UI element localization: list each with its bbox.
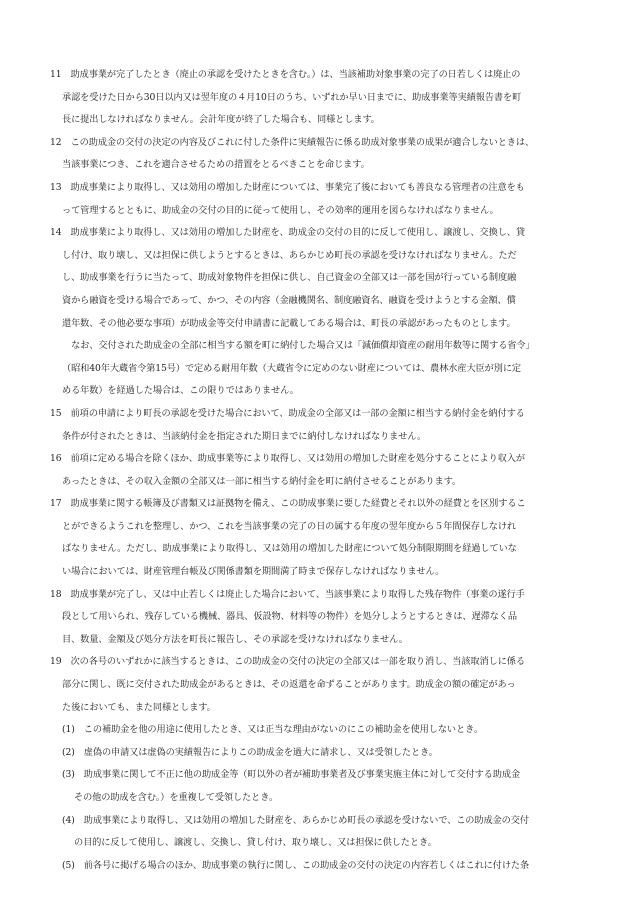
clause-14-note-line-1: なお、交付された助成金の全部に相当する額を町に納付した場合又は「減価償却資産の耐用年数等に関する省令」 [62,340,535,352]
item-3-line-1: (3) 助成事業に関して不正に他の助成金等（町以外の者が補助事業者及び事業実施主体に対して交付する助成金 [62,769,520,781]
clause-19-line-2: 部分に関し、既に交付された助成金があるときは、その返還を命ずることがあります。助成金の額の確定があっ [62,679,516,691]
clause-19-line-1: 19 次の各号のいずれかに該当するときは、この助成金の交付の決定の全部又は一部を取り消し、当該取消しに係る [50,656,525,668]
clause-11-line-3: 長に提出しなければなりません。会計年度が終了した場合も、同様とします。 [62,114,380,126]
document-body [50,64,598,877]
clause-14-line-1: 14 助成事業により取得し、又は効用の増加した財産を、助成金の交付の目的に反して使用し、譲渡し、交換し、貸 [50,227,525,239]
clause-14-line-3: し、助成事業を行うに当たって、助成対象物件を担保に供し、自己資金の全部又は一部を国が行っている制度融 [62,272,517,284]
clause-15-line-2: 条件が付されたときは、当該納付金を指定された期日までに納付しなければなりません。 [62,430,427,442]
clause-14-note-line-3: める年数）を経過した場合は、この限りではありません。 [62,385,299,397]
clause-14-line-5: 還年数、その他必要な事項）が助成金等交付申請書に記載してある場合は、町長の承認があったものとします。 [62,317,516,329]
clause-18-line-1: 18 助成事業が完了し、又は中止若しくは廃止した場合において、当該事業により取得した残存物件（事業の遂行手 [50,588,525,600]
clause-19-line-3: た後においても、また同様とします。 [62,701,216,713]
clause-17-line-2: とができるようこれを整理し、かつ、これを当該事業の完了の日の属する年度の翌年度から５年間保存しなけれ [62,520,517,532]
clause-15-line-1: 15 前項の申請により町長の承認を受けた場合において、助成金の全部又は一部の金額に相当する納付金を納付する [50,407,525,419]
clause-16-line-2: あったときは、その収入金額の全部又は一部に相当する納付金を町に納付させることがあります。 [62,475,462,487]
clause-16-line-1: 16 前項に定める場合を除くほか、助成事業等により取得し、又は効用の増加した財産を処分することにより収入が [50,453,525,465]
item-3-line-2: その他の助成を含む。）を重複して受領したとき。 [74,792,279,803]
clause-17-line-1: 17 助成事業に関する帳簿及び書類又は証拠物を備え、この助成事業に要した経費とそれ以外の経費とを区別するこ [50,498,526,510]
clause-12-line-2: 当該事業につき、これを適合させるための措置をとるべきことを命じます。 [62,159,370,171]
clause-18-line-2: 段として用いられ、残存している機械、器具、仮設物、材料等の物件）を処分しようとするときは、遅滞なく品 [62,611,517,623]
clause-11-line-1: 11 助成事業が完了したとき（廃止の承認を受けたときを含む。）は、当該補助対象事業の完了の日若しくは廃止の [50,69,521,80]
clause-14-line-2: し付け、取り壊し、又は担保に供しようとするときは、あらかじめ町長の承認を受けなければなりません。ただ [62,249,517,261]
clause-17-line-4: い場合においては、財産管理台帳及び関係書類を期間満了時まで保存しなければなりません。 [62,566,445,578]
item-4-line-2: の目的に反して使用し、譲渡し、交換し、貸し付け、取り壊し、又は担保に供したとき。 [74,837,437,849]
item-1: (1) この補助金を他の用途に使用したとき、又は正当な理由がないのにこの補助金を使用しないとき。 [62,724,483,736]
clause-17-line-3: ばなりません。ただし、助成事業により取得し、又は効用の増加した財産について処分制限期間を経過していな [62,543,517,555]
clause-13-line-2: って管理するとともに、助成金の交付の目的に従って使用し、その効率的運用を図らなければなりません。 [62,204,499,216]
clause-14-line-4: 資から融資を受ける場合であって、かつ、その内容（金融機関名、制度融資名、融資を受けようとする金額、償 [62,294,516,306]
clause-12-line-1: 12 この助成金の交付の決定の内容及びこれに付した条件に実績報告に係る助成対象事業の成果が適合しないときは、 [50,136,535,148]
clause-11-line-2: 承認を受けた日から30日以内又は翌年度の４月10日のうち、いずれか早い日までに、助成事業等実績報告書を町 [62,91,522,103]
clause-14-note-line-2: （昭和40年大蔵省令第15号）で定める耐用年数（大蔵省令に定めのない財産については、農林水産大臣が別に定 [62,362,521,374]
clause-13-line-1: 13 助成事業により取得し、又は効用の増加した財産については、事業完了後においても善良なる管理者の注意をも [50,181,525,193]
item-5-line-1: (5) 前各号に掲げる場合のほか、助成事業の執行に関し、この助成金の交付の決定の内容若しくはこれに付けた条 [62,859,530,871]
item-4-line-1: (4) 助成事業により取得し、又は効用の増加した財産を、あらかじめ町長の承認を受けないで、この助成金の交付 [62,814,529,826]
clause-18-line-3: 目、数量、金額及び処分方法を町長に報告し、その承認を受けなければなりません。 [62,633,408,645]
item-2: (2) 虚偽の申請又は虚偽の実績報告によりこの助成金を過大に請求し、又は受領したとき。 [62,746,438,758]
